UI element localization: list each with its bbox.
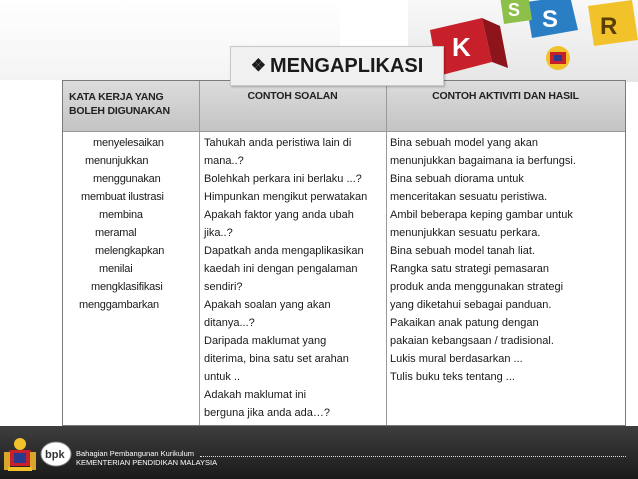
verb-item: membina [99,209,143,221]
activity-line: yang diketahui sebagai panduan. [390,299,552,311]
question-line: Tahukah anda peristiwa lain di [204,137,352,149]
verb-item: menggambarkan [79,299,159,311]
activity-line: Lukis mural berdasarkan ... [390,353,523,365]
verb-item: menggunakan [93,173,161,185]
verb-item: menilai [99,263,133,275]
slide-title-text: MENGAPLIKASI [269,54,424,77]
question-line: kaedah ini dengan pengalaman [204,263,358,275]
question-line: sendiri? [204,281,243,293]
activity-line: Pakaikan anak patung dengan [390,317,539,329]
footer-text [76,449,217,467]
question-line: mana..? [204,155,244,167]
activity-line: menunjukkan sesuatu perkara. [390,227,541,239]
question-line: diterima, bina satu set arahan [204,353,349,365]
question-line: untuk .. [204,371,241,383]
footer-division: Bahagian Pembangunan Kurikulum [76,449,194,458]
svg-text:K: K [452,32,471,62]
question-line: Daripada maklumat yang [204,335,327,347]
activity-line: menceritakan sesuatu peristiwa. [390,191,548,203]
block-r [588,0,638,46]
header-contoh-soalan: CONTOH SOALAN [247,90,338,102]
verb-item: menunjukkan [85,155,149,167]
question-line: Himpunkan mengikut perwatakan [204,191,368,203]
footer-dotted-line [200,456,626,457]
verb-item: menyelesaikan [93,137,164,149]
verb-item: membuat ilustrasi [81,191,164,203]
question-line: jika..? [204,227,233,239]
header-kata-kerja: KATA KERJA YANG BOLEH DIGUNAKAN [69,91,170,117]
activities-list [386,134,625,386]
questions-list [199,134,386,422]
diamond-bullet-icon: ❖ [250,56,266,75]
question-line: ditanya...? [204,317,255,329]
activity-line: Ambil beberapa keping gambar untuk [390,209,573,221]
activity-line: Bina sebuah model yang akan [390,137,538,149]
verb-item: mengklasifikasi [91,281,163,293]
footer-ministry: KEMENTERIAN PENDIDIKAN MALAYSIA [76,458,218,467]
activity-line: Rangka satu strategi pemasaran [390,263,549,275]
header-divider [63,131,625,132]
verb-item: meramal [95,227,137,239]
question-line: Apakah faktor yang anda ubah [204,209,354,221]
svg-text:R: R [600,13,618,40]
activity-line: pakaian kebangsaan / tradisional. [390,335,554,347]
malaysia-coat-of-arms-icon [2,434,38,474]
activity-line: Tulis buku teks tentang ... [390,371,515,383]
activity-line: menunjukkan bagaimana ia berfungsi. [390,155,576,167]
slide-title [230,46,444,86]
svg-text:bpk: bpk [45,449,65,461]
activity-line: Bina sebuah model tanah liat. [390,245,535,257]
question-line: Adakah maklumat ini [204,389,307,401]
verbs-table [62,80,626,426]
block-s-green [500,0,532,24]
activity-line: Bina sebuah diorama untuk [390,173,524,185]
question-line: Apakah soalan yang akan [204,299,331,311]
verbs-list [63,134,199,314]
svg-text:S: S [508,0,521,20]
question-line: Bolehkah perkara ini berlaku ...? [204,173,362,185]
header-contoh-aktiviti: CONTOH AKTIVITI DAN HASIL [432,90,579,102]
verb-item: melengkapkan [95,245,165,257]
malaysia-crest-icon [546,46,570,70]
question-line: berguna jika anda ada…? [204,407,330,419]
bpk-logo [40,440,72,468]
question-line: Dapatkah anda mengaplikasikan [204,245,364,257]
activity-line: produk anda menggunakan strategi [390,281,564,293]
svg-text:S: S [542,6,559,33]
